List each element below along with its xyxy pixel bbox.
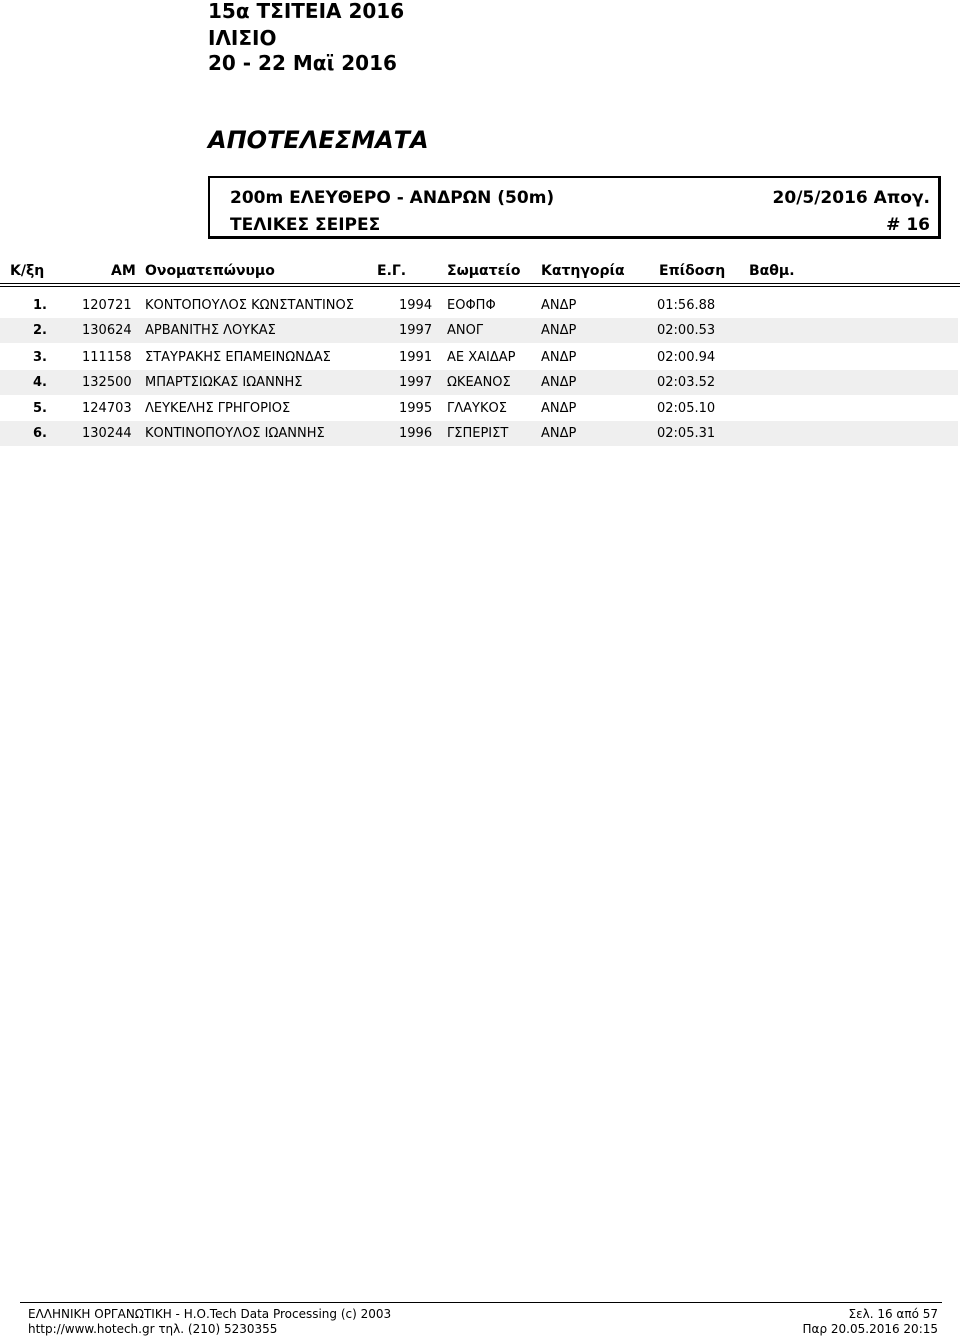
footer-rule bbox=[20, 1302, 942, 1303]
header-rule bbox=[0, 283, 960, 284]
row-rank: 4. bbox=[33, 375, 47, 390]
event-number: # 16 bbox=[886, 215, 930, 235]
row-club: ΓΛΑΥΚΟΣ bbox=[447, 401, 507, 416]
event-name: 200m ΕΛΕΥΘΕΡΟ - ΑΝΔΡΩΝ (50m) bbox=[230, 188, 555, 208]
row-year: 1996 bbox=[399, 426, 433, 441]
table-row bbox=[0, 345, 958, 370]
event-date: 20/5/2016 Απογ. bbox=[772, 188, 930, 208]
row-rank: 6. bbox=[33, 426, 47, 441]
row-year: 1997 bbox=[399, 375, 433, 390]
row-name: ΑΡΒΑΝΙΤΗΣ ΛΟΥΚΑΣ bbox=[145, 323, 276, 338]
footer-page-number: Σελ. 16 από 57 bbox=[848, 1307, 938, 1321]
row-year: 1995 bbox=[399, 401, 433, 416]
col-header-name: Ονοματεπώνυμο bbox=[145, 263, 275, 279]
table-row bbox=[0, 421, 958, 446]
col-header-category: Κατηγορία bbox=[541, 263, 625, 279]
table-row bbox=[0, 396, 958, 421]
footer-company: ΕΛΛΗΝΙΚΗ ΟΡΓΑΝΩΤΙΚΗ - Η.Ο.Tech Data Processing (c) 2003 bbox=[28, 1307, 392, 1321]
meet-venue: ΙΛΙΣΙΟ bbox=[208, 26, 277, 50]
row-time: 02:00.94 bbox=[657, 350, 716, 365]
col-header-club: Σωματείο bbox=[447, 263, 521, 279]
row-time: 02:03.52 bbox=[657, 375, 716, 390]
row-am: 130244 bbox=[82, 426, 132, 441]
row-year: 1994 bbox=[399, 298, 433, 313]
row-category: ΑΝΔΡ bbox=[541, 375, 577, 390]
row-category: ΑΝΔΡ bbox=[541, 426, 577, 441]
table-row bbox=[0, 293, 958, 318]
row-time: 02:05.31 bbox=[657, 426, 716, 441]
footer-contact: http://www.hotech.gr τηλ. (210) 5230355 bbox=[28, 1322, 278, 1336]
event-info-box bbox=[208, 176, 941, 239]
row-rank: 2. bbox=[33, 323, 47, 338]
row-name: ΚΟΝΤΟΠΟΥΛΟΣ ΚΩΝΣΤΑΝΤΙΝΟΣ bbox=[145, 298, 354, 313]
row-club: ΕΟΦΠΦ bbox=[447, 298, 496, 313]
row-rank: 1. bbox=[33, 298, 47, 313]
row-time: 02:05.10 bbox=[657, 401, 716, 416]
row-name: ΣΤΑΥΡΑΚΗΣ ΕΠΑΜΕΙΝΩΝΔΑΣ bbox=[145, 350, 331, 365]
row-club: ΑΝΟΓ bbox=[447, 323, 484, 338]
row-am: 111158 bbox=[82, 350, 132, 365]
row-category: ΑΝΔΡ bbox=[541, 298, 577, 313]
row-name: ΚΟΝΤΙΝΟΠΟΥΛΟΣ ΙΩΑΝΝΗΣ bbox=[145, 426, 325, 441]
meet-title: 15α ΤΣΙΤΕΙΑ 2016 bbox=[208, 0, 405, 23]
row-category: ΑΝΔΡ bbox=[541, 401, 577, 416]
event-round: ΤΕΛΙΚΕΣ ΣΕΙΡΕΣ bbox=[230, 215, 381, 235]
table-row bbox=[0, 370, 958, 395]
header-rule-double bbox=[0, 286, 960, 287]
row-club: ΓΣΠΕΡΙΣΤ bbox=[447, 426, 509, 441]
row-am: 130624 bbox=[82, 323, 132, 338]
row-rank: 5. bbox=[33, 401, 47, 416]
row-time: 02:00.53 bbox=[657, 323, 716, 338]
row-am: 120721 bbox=[82, 298, 132, 313]
row-category: ΑΝΔΡ bbox=[541, 350, 577, 365]
row-am: 124703 bbox=[82, 401, 132, 416]
row-club: ΑΕ ΧΑΙΔΑΡ bbox=[447, 350, 516, 365]
col-header-points: Βαθμ. bbox=[749, 263, 795, 279]
row-name: ΜΠΑΡΤΣΙΩΚΑΣ ΙΩΑΝΝΗΣ bbox=[145, 375, 303, 390]
footer-timestamp: Παρ 20.05.2016 20:15 bbox=[802, 1322, 938, 1336]
row-category: ΑΝΔΡ bbox=[541, 323, 577, 338]
col-header-time: Επίδοση bbox=[659, 263, 726, 279]
row-name: ΛΕΥΚΕΛΗΣ ΓΡΗΓΟΡΙΟΣ bbox=[145, 401, 291, 416]
row-year: 1997 bbox=[399, 323, 433, 338]
row-time: 01:56.88 bbox=[657, 298, 716, 313]
col-header-year: Ε.Γ. bbox=[377, 263, 407, 279]
row-rank: 3. bbox=[33, 350, 47, 365]
meet-dates: 20 - 22 Μαϊ 2016 bbox=[208, 51, 397, 75]
table-row bbox=[0, 318, 958, 343]
row-am: 132500 bbox=[82, 375, 132, 390]
row-year: 1991 bbox=[399, 350, 433, 365]
results-title: ΑΠΟΤΕΛΕΣΜΑΤΑ bbox=[208, 126, 429, 154]
col-header-rank: Κ/ξη bbox=[10, 263, 45, 279]
col-header-am: ΑΜ bbox=[111, 263, 136, 279]
row-club: ΩΚΕΑΝΟΣ bbox=[447, 375, 511, 390]
